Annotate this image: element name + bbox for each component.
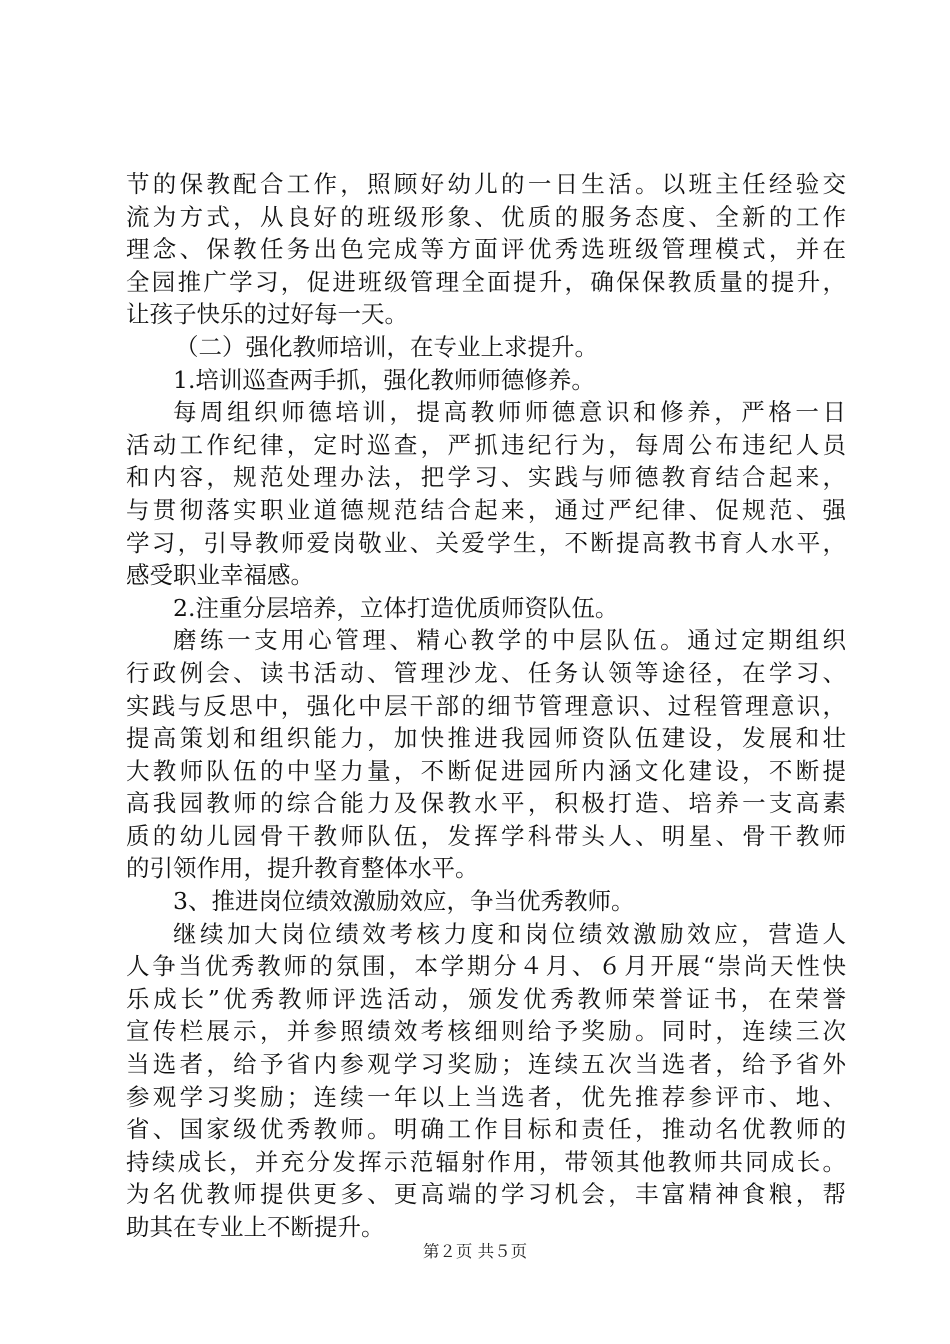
text-line: 行政例会、读书活动、管理沙龙、任务认领等途径，在学习、 (126, 658, 846, 687)
text-line: 流为方式，从良好的班级形象、优质的服务态度、全新的工作 (126, 202, 846, 231)
text-line: 和内容，规范处理办法，把学习、实践与师德教育结合起来， (126, 463, 846, 492)
text-line: 节的保教配合工作，照顾好幼儿的一日生活。以班主任经验交 (126, 170, 846, 198)
text-line: 提高策划和组织能力，加快推进我园师资队伍建设，发展和壮 (126, 724, 846, 753)
subsection-heading: 2.注重分层培养，立体打造优质师资队伍。 (173, 593, 619, 622)
subsection-heading: 3、推进岗位绩效激励效应，争当优秀教师。 (173, 887, 635, 916)
text-line: 宣传栏展示，并参照绩效考核细则给予奖励。同时，连续三次 (126, 1017, 846, 1046)
text-line: 实践与反思中，强化中层干部的细节管理意识、过程管理意识， (126, 691, 846, 720)
text-line: 磨练一支用心管理、精心教学的中层队伍。通过定期组织 (173, 626, 846, 655)
text-line: 与贯彻落实职业道德规范结合起来，通过严纪律、促规范、强 (126, 495, 846, 524)
text-line: 参观学习奖励；连续一年以上当选者，优先推荐参评市、地、 (126, 1082, 846, 1111)
text-line: 的引领作用，提升教育整体水平。 (126, 854, 479, 883)
section-heading: （二）强化教师培训，在专业上求提升。 (175, 332, 598, 361)
text-line: 质的幼儿园骨干教师队伍，发挥学科带头人、明星、骨干教师 (126, 821, 846, 850)
text-line: 学习，引导教师爱岗敬业、关爱学生，不断提高教书育人水平， (126, 528, 846, 557)
text-line: 活动工作纪律，定时巡查，严抓违纪行为，每周公布违纪人员 (126, 430, 846, 459)
text-line: 省、国家级优秀教师。明确工作目标和责任，推动名优教师的 (126, 1115, 846, 1144)
body-text (126, 168, 846, 1244)
text-line: 高我园教师的综合能力及保教水平，积极打造、培养一支高素 (126, 789, 846, 818)
text-line: 理念、保教任务出色完成等方面评优秀选班级管理模式，并在 (126, 235, 846, 264)
text-line: 当选者，给予省内参观学习奖励；连续五次当选者，给予省外 (126, 1050, 846, 1079)
subsection-heading: 1.培训巡查两手抓，强化教师师德修养。 (173, 365, 595, 394)
text-line: 每周组织师德培训，提高教师师德意识和修养，严格一日 (173, 398, 846, 427)
text-line: 大教师队伍的中坚力量，不断促进园所内涵文化建设，不断提 (126, 756, 846, 785)
text-line: 乐成长”优秀教师评选活动，颁发优秀教师荣誉证书，在荣誉 (126, 984, 846, 1013)
text-line: 感受职业幸福感。 (126, 561, 314, 590)
text-line: 人争当优秀教师的氛围，本学期分４月、６月开展“崇尚天性快 (126, 952, 846, 981)
text-line: 继续加大岗位绩效考核力度和岗位绩效激励效应，营造人 (173, 919, 846, 948)
text-line: 助其在专业上不断提升。 (126, 1213, 385, 1241)
text-line: 持续成长，并充分发挥示范辐射作用，带领其他教师共同成长。 (126, 1147, 846, 1176)
text-line: 全园推广学习，促进班级管理全面提升，确保保教质量的提升， (126, 267, 846, 296)
page-number-footer: 第２页 共５页 (422, 1242, 528, 1261)
text-line: 为名优教师提供更多、更高端的学习机会，丰富精神食粮，帮 (126, 1180, 846, 1209)
text-line: 让孩子快乐的过好每一天。 (126, 300, 408, 329)
